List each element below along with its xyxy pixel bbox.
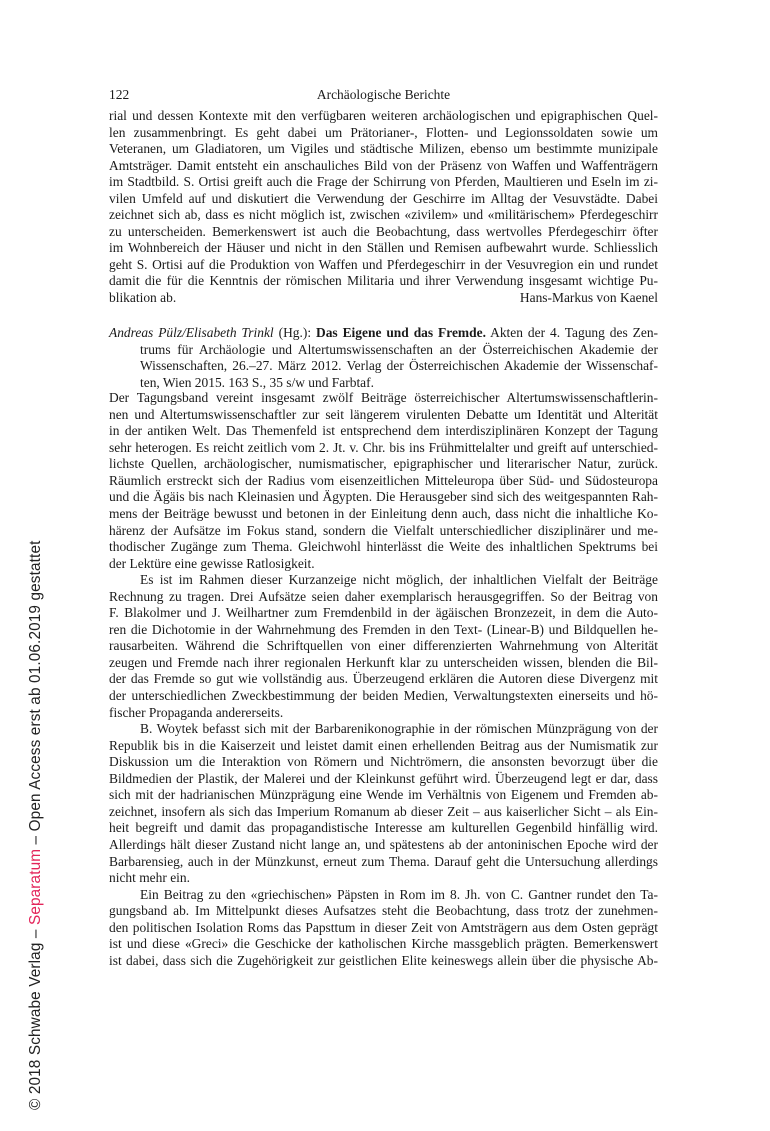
text-line: Diskussion um die Interaktion von Römern und Nichtrömern, die ansonsten bevorzugt über die — [109, 754, 658, 770]
text-line: Bildmedien der Plastik, der Malerei und der Kleinkunst geführt wird. Überzeugend legt er dar, dass — [109, 770, 658, 786]
running-header — [109, 86, 658, 104]
text-line: Republik bis in die Kaiserzeit und leistet damit einen erhellenden Beitrag aus der Numismatik zur — [109, 737, 658, 753]
reviewer-signature: Hans-Markus von Kaenel — [519, 290, 658, 306]
text-line: gungsband ab. Im Mittelpunkt dieses Aufsatzes steht die Beobachtung, dass trotz der zunehmen- — [109, 903, 658, 919]
text-line: nen und Altertumswissenschaftler zur seit längerem virulenten Debatte um Identität und Alterität — [109, 406, 658, 422]
text-line: Räumlich erstreckt sich der Radius vom eisenzeitlichen Mitteleuropa über Süd- und Südosteuropa — [109, 472, 658, 488]
paragraph — [109, 572, 658, 721]
page-number: 122 — [109, 87, 130, 102]
copyright-watermark — [26, 530, 46, 1110]
text-line: im Stadtbild. S. Ortisi greift auch die Frage der Schirrung von Pferden, Maultieren und Eseln im zi- — [109, 174, 658, 190]
text-line: lichste Quellen, archäologischer, numismatischer, epigraphischer und literarischer Natur, zurück. — [109, 456, 658, 472]
citation-title: Das Eigene und das Fremde. — [316, 325, 486, 340]
text-line: in der antiken Welt. Das Themenfeld ist entsprechend dem interdisziplinären Konzept der Tagung — [109, 423, 658, 439]
text-line: Barbarensieg, auch in der Münzkunst, erneut zum Thema. Darauf geht die Untersuchung allerdings — [109, 853, 658, 869]
text-line: zeichnet, insofern als sich das Imperium Romanum ab dieser Zeit – aus kaiserlicher Sicht – als Ein- — [109, 803, 658, 819]
citation-details: Akten der 4. Tagung des Zen- — [485, 325, 659, 340]
text-line: vilen Umfeld auf und diskutiert die Verwendung der Geschirre im Alltag der Vesuvstädte. Dabei — [109, 190, 658, 206]
text-line: F. Blakolmer und J. Weilhartner zum Fremdenbild in der ägäischen Bronzezeit, in dem die Auto- — [109, 605, 658, 621]
paragraph — [109, 390, 658, 572]
text-line: zeugen und Fremde nach ihrer regionalen Herkunft klar zu unterscheiden wissen, blenden die Bil- — [109, 654, 658, 670]
text-line: den politischen Isolation Roms das Papsttum in dieser Zeit von Amtsträgern aus dem Osten geprägt — [109, 919, 658, 935]
watermark-prefix: © 2018 Schwabe Verlag – — [27, 925, 44, 1110]
text-line: der Lektüre eine gewisse Ratlosigkeit. — [109, 555, 315, 571]
watermark-separatum: Separatum — [27, 848, 44, 926]
text-line: damit die für die Kenntnis der römischen Militaria und ihrer Verwendung insgesamt wichtige Pu- — [109, 273, 658, 289]
text-line: rial und dessen Kontexte mit den verfügbaren weiteren archäologischen und epigraphischen Quel- — [109, 108, 658, 123]
text-line: fischer Propaganda andererseits. — [109, 704, 284, 720]
text-line: ist und diese «Greci» die Geschicke der katholischen Kirche massgeblich prägten. Bemerkenswert — [109, 936, 658, 952]
citation-line — [109, 325, 658, 342]
text-line: thodischer Zugänge zum Thema. Gleichwohl hinterlässt die Weite des inhaltlichen Spektrums bei — [109, 539, 658, 555]
text-line: im Wohnbereich der Häuser und nicht in den Ställen und Remisen aufbewahrt wurde. Schliesslich — [109, 240, 658, 256]
bibliographic-citation — [109, 325, 658, 391]
text-line: der das Fremde so gut wie vollständig aus. Überzeugend erklären die Autoren diese Divergenz mit — [109, 671, 658, 687]
watermark-suffix: – Open Access erst ab 01.06.2019 gestattet — [27, 540, 44, 849]
citation-line: Wissenschaften, 26.–27. März 2012. Verlag der Österreichischen Akademie der Wissenschaf- — [140, 358, 658, 374]
text-line: Allerdings hält dieser Zustand nicht lange an, und spätestens ab der antoninischen Epoche wird der — [109, 836, 658, 852]
citation-line: ten, Wien 2015. 163 S., 35 s/w und Farbtaf. — [140, 374, 374, 390]
text-line: Ein Beitrag zu den «griechischen» Päpsten in Rom im 8. Jh. von C. Gantner rundet den Ta- — [140, 886, 658, 902]
text-line: Amtsträger. Damit entsteht ein anschauliches Bild von der Präsenz von Waffen und Waffenträgern — [109, 157, 658, 173]
text-line: ist dabei, dass sich die Zugehörigkeit zur geistlichen Elite keineswegs allein über die physische Ab- — [109, 952, 658, 968]
text-line: ren die Dichotomie in der Wahrnehmung des Fremden in den Text- (Linear-B) und Bildquellen he- — [109, 621, 658, 637]
text-line: rausarbeiten. Während die Schriftquellen von einer differenzierten Wahrnehmung von Alterität — [109, 638, 658, 654]
text-line: Der Tagungsband vereint insgesamt zwölf Beiträge österreichischer Altertumswissenschaftlerin- — [109, 390, 658, 406]
text-line: härenz der Aufsätze im Fokus stand, sondern die Vielfalt unterschiedlicher disziplinärer und me- — [109, 522, 658, 538]
review-continuation — [109, 108, 658, 307]
paragraph — [109, 721, 658, 886]
final-line — [109, 290, 658, 307]
text-line: Veteranen, um Gladiatoren, um Vigiles und städtische Milizen, ebenso um bestimmte munizipale — [109, 141, 658, 157]
text-fragment: blikation ab. — [109, 290, 177, 306]
text-line: mens der Beiträge bewusst und betonen in der Einleitung denn auch, dass nicht die inhaltliche Ko- — [109, 506, 658, 522]
citation-editor-note: (Hg.): — [273, 325, 316, 340]
text-line: und die Ägäis bis nach Kleinasien und Ägypten. Die Herausgeber sind sich des weitgespannten Rah- — [109, 489, 658, 505]
text-line: len zusammenbringt. Es geht dabei um Prätorianer-, Flotten- und Legionssoldaten sowie um — [109, 124, 658, 140]
text-line: zeichnet sich ab, dass es nicht möglich ist, zwischen «zivilem» und «militärischem» Pferdegeschirr — [109, 207, 658, 223]
running-title: Archäologische Berichte — [316, 87, 451, 102]
text-line: Es ist im Rahmen dieser Kurzanzeige nicht möglich, der inhaltlichen Vielfalt der Beiträge — [140, 572, 658, 588]
paragraph — [109, 887, 658, 970]
text-line: der unterschiedlichen Zweckbestimmung der beiden Medien, Verwaltungstexten einerseits und hö- — [109, 688, 658, 704]
review-body — [109, 390, 658, 969]
text-line: geht S. Ortisi auf die Produktion von Waffen und Pferdegeschirr in der Vesuvregion ein und rundet — [109, 256, 658, 272]
text-line: B. Woytek befasst sich mit der Barbarenikonographie in der römischen Münzprägung von der — [140, 721, 658, 737]
text-line: zu unterscheiden. Bemerkenswert ist auch die Beobachtung, dass wertvolles Pferdegeschirr öfter — [109, 223, 658, 239]
text-line: sehr heterogen. Es reicht zeitlich vom 2. Jt. v. Chr. bis ins Frühmittelalter und greift auf unterschied- — [109, 439, 658, 455]
citation-line: trums für Archäologie und Altertumswissenschaften an der Österreichischen Akademie der — [140, 341, 658, 357]
citation-authors: Andreas Pülz/Elisabeth Trinkl — [109, 325, 274, 340]
text-line: nicht mehr ein. — [109, 870, 190, 886]
text-line: Rechnung zu tragen. Drei Aufsätze seien daher exemplarisch herausgegriffen. So der Beitrag von — [109, 588, 658, 604]
text-line: heit begreift und damit das propagandistische Interesse am kulturellen Gegenbild hinfällig wird. — [109, 820, 658, 836]
text-line: sich mit der hadrianischen Münzprägung eine Wende im Verhältnis von Eigenem und Fremden ab- — [109, 787, 658, 803]
